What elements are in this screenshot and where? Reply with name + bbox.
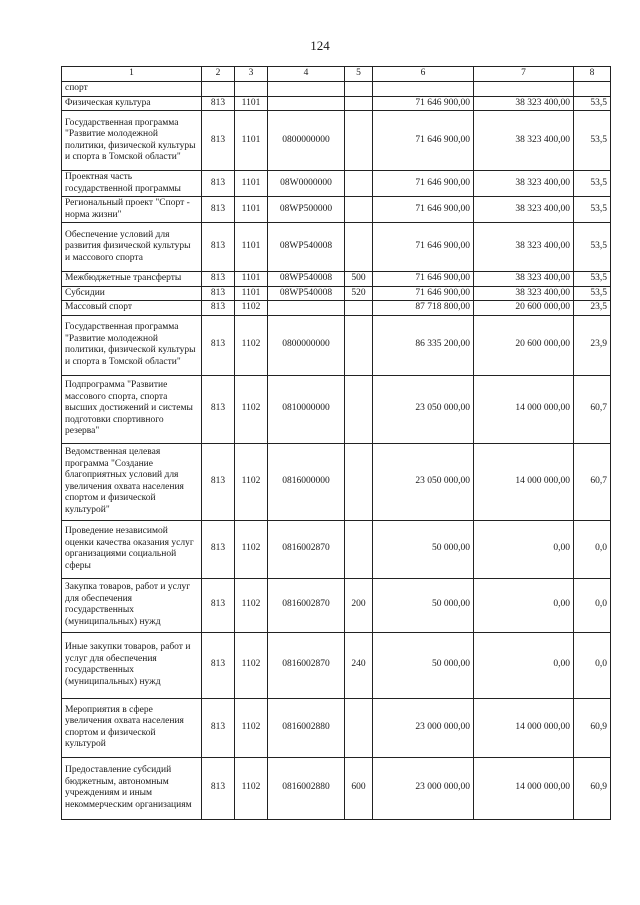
row-section: 1101 (235, 96, 268, 111)
row-name: Подпрограмма "Развитие массового спорта, спорта высших достижений и системы подготовки спортивного резерва" (62, 375, 202, 443)
row-target-code: 0800000000 (268, 111, 345, 171)
table-row (62, 520, 611, 578)
row-actual-amount: 0,00 (474, 520, 574, 578)
row-plan-amount: 23 050 000,00 (373, 443, 474, 520)
row-plan-amount: 23 000 000,00 (373, 757, 474, 819)
row-actual-amount: 14 000 000,00 (474, 698, 574, 757)
row-expense-type: 520 (345, 286, 373, 301)
row-expense-type (345, 375, 373, 443)
row-target-code: 0816002870 (268, 578, 345, 632)
row-target-code (268, 96, 345, 111)
row-percent: 53,5 (574, 223, 611, 272)
header-cell: 2 (202, 67, 235, 82)
table-row (62, 375, 611, 443)
row-section: 1102 (235, 578, 268, 632)
row-target-code: 08WP500000 (268, 197, 345, 223)
row-name: Региональный проект "Спорт - норма жизни" (62, 197, 202, 223)
table-row (62, 272, 611, 287)
row-percent: 53,5 (574, 272, 611, 287)
row-name: Проведение независимой оценки качества оказания услуг организациями социальной сферы (62, 520, 202, 578)
row-grbs: 813 (202, 111, 235, 171)
row-plan-amount (373, 82, 474, 97)
row-section: 1102 (235, 757, 268, 819)
row-percent: 23,5 (574, 301, 611, 316)
row-grbs: 813 (202, 171, 235, 197)
row-actual-amount: 38 323 400,00 (474, 272, 574, 287)
row-percent: 0,0 (574, 520, 611, 578)
row-target-code: 0816002870 (268, 632, 345, 698)
row-name: Иные закупки товаров, работ и услуг для обеспечения государственных (муниципальных) нужд (62, 632, 202, 698)
row-name: спорт (62, 82, 202, 97)
row-name: Мероприятия в сфере увеличения охвата населения спортом и физической культурой (62, 698, 202, 757)
row-target-code: 08WP540008 (268, 272, 345, 287)
row-expense-type (345, 698, 373, 757)
budget-table (61, 66, 611, 820)
row-plan-amount: 50 000,00 (373, 578, 474, 632)
row-plan-amount: 71 646 900,00 (373, 111, 474, 171)
row-expense-type (345, 171, 373, 197)
row-actual-amount: 0,00 (474, 578, 574, 632)
row-target-code: 0800000000 (268, 315, 345, 375)
row-percent: 53,5 (574, 96, 611, 111)
table-row (62, 578, 611, 632)
header-row (62, 67, 611, 82)
row-section: 1101 (235, 171, 268, 197)
row-plan-amount: 71 646 900,00 (373, 272, 474, 287)
row-grbs: 813 (202, 301, 235, 316)
row-expense-type: 200 (345, 578, 373, 632)
row-name: Межбюджетные трансферты (62, 272, 202, 287)
table-row (62, 286, 611, 301)
row-expense-type: 240 (345, 632, 373, 698)
row-target-code: 08WP540008 (268, 286, 345, 301)
row-expense-type: 500 (345, 272, 373, 287)
row-target-code (268, 301, 345, 316)
row-name: Предоставление субсидий бюджетным, автономным учреждениям и иным некоммерческим организациям (62, 757, 202, 819)
table-row (62, 315, 611, 375)
header-cell: 3 (235, 67, 268, 82)
row-name: Государственная программа "Развитие молодежной политики, физической культуры и спорта в Томской области" (62, 315, 202, 375)
row-expense-type (345, 82, 373, 97)
row-expense-type (345, 223, 373, 272)
row-plan-amount: 71 646 900,00 (373, 223, 474, 272)
row-expense-type (345, 197, 373, 223)
row-percent: 53,5 (574, 171, 611, 197)
row-section: 1102 (235, 443, 268, 520)
header-cell: 6 (373, 67, 474, 82)
row-plan-amount: 71 646 900,00 (373, 96, 474, 111)
row-plan-amount: 71 646 900,00 (373, 286, 474, 301)
row-actual-amount: 38 323 400,00 (474, 223, 574, 272)
row-actual-amount: 14 000 000,00 (474, 443, 574, 520)
row-expense-type (345, 315, 373, 375)
row-section: 1101 (235, 197, 268, 223)
table-row (62, 757, 611, 819)
row-grbs: 813 (202, 223, 235, 272)
row-name: Обеспечение условий для развития физической культуры и массового спорта (62, 223, 202, 272)
row-grbs: 813 (202, 520, 235, 578)
row-percent: 0,0 (574, 578, 611, 632)
row-name: Субсидии (62, 286, 202, 301)
row-actual-amount: 0,00 (474, 632, 574, 698)
row-section (235, 82, 268, 97)
row-expense-type: 600 (345, 757, 373, 819)
row-percent: 53,5 (574, 111, 611, 171)
row-percent: 60,9 (574, 757, 611, 819)
row-name: Ведомственная целевая программа "Создание благоприятных условий для увеличения охвата населения спортом и физической культурой" (62, 443, 202, 520)
row-actual-amount: 14 000 000,00 (474, 757, 574, 819)
row-percent: 53,5 (574, 286, 611, 301)
row-grbs: 813 (202, 96, 235, 111)
table-row (62, 223, 611, 272)
table-row (62, 171, 611, 197)
header-cell: 4 (268, 67, 345, 82)
row-grbs: 813 (202, 757, 235, 819)
table-row (62, 197, 611, 223)
row-percent: 60,7 (574, 443, 611, 520)
row-name: Государственная программа "Развитие молодежной политики, физической культуры и спорта в Томской области" (62, 111, 202, 171)
row-percent: 53,5 (574, 197, 611, 223)
row-actual-amount: 38 323 400,00 (474, 197, 574, 223)
table-row (62, 443, 611, 520)
row-plan-amount: 23 050 000,00 (373, 375, 474, 443)
row-grbs: 813 (202, 375, 235, 443)
row-target-code: 0810000000 (268, 375, 345, 443)
header-cell: 5 (345, 67, 373, 82)
row-grbs: 813 (202, 578, 235, 632)
row-name: Проектная часть государственной программы (62, 171, 202, 197)
row-actual-amount: 38 323 400,00 (474, 111, 574, 171)
row-actual-amount: 20 600 000,00 (474, 315, 574, 375)
row-actual-amount: 14 000 000,00 (474, 375, 574, 443)
row-section: 1102 (235, 698, 268, 757)
row-section: 1102 (235, 632, 268, 698)
row-section: 1102 (235, 520, 268, 578)
row-section: 1101 (235, 111, 268, 171)
row-plan-amount: 71 646 900,00 (373, 197, 474, 223)
row-section: 1102 (235, 375, 268, 443)
row-expense-type (345, 443, 373, 520)
row-target-code: 0816002870 (268, 520, 345, 578)
row-target-code: 0816002880 (268, 757, 345, 819)
table-row (62, 111, 611, 171)
row-name: Физическая культура (62, 96, 202, 111)
row-percent (574, 82, 611, 97)
table-row (62, 96, 611, 111)
page-number: 124 (310, 38, 330, 53)
row-actual-amount (474, 82, 574, 97)
row-plan-amount: 87 718 800,00 (373, 301, 474, 316)
row-expense-type (345, 301, 373, 316)
row-expense-type (345, 520, 373, 578)
row-grbs: 813 (202, 197, 235, 223)
row-grbs: 813 (202, 315, 235, 375)
row-actual-amount: 38 323 400,00 (474, 286, 574, 301)
row-grbs: 813 (202, 698, 235, 757)
row-percent: 0,0 (574, 632, 611, 698)
table-row (62, 301, 611, 316)
row-grbs: 813 (202, 272, 235, 287)
header-cell: 1 (62, 67, 202, 82)
table-row (62, 82, 611, 97)
row-actual-amount: 38 323 400,00 (474, 171, 574, 197)
row-target-code: 0816002880 (268, 698, 345, 757)
row-percent: 60,7 (574, 375, 611, 443)
row-target-code: 08W0000000 (268, 171, 345, 197)
row-plan-amount: 23 000 000,00 (373, 698, 474, 757)
row-name: Закупка товаров, работ и услуг для обеспечения государственных (муниципальных) нужд (62, 578, 202, 632)
row-plan-amount: 86 335 200,00 (373, 315, 474, 375)
row-target-code: 0816000000 (268, 443, 345, 520)
row-target-code (268, 82, 345, 97)
row-target-code: 08WP540008 (268, 223, 345, 272)
row-expense-type (345, 96, 373, 111)
row-percent: 60,9 (574, 698, 611, 757)
row-section: 1101 (235, 223, 268, 272)
header-cell: 8 (574, 67, 611, 82)
row-name: Массовый спорт (62, 301, 202, 316)
row-plan-amount: 50 000,00 (373, 632, 474, 698)
row-section: 1102 (235, 315, 268, 375)
row-actual-amount: 20 600 000,00 (474, 301, 574, 316)
table-row (62, 632, 611, 698)
row-actual-amount: 38 323 400,00 (474, 96, 574, 111)
row-percent: 23,9 (574, 315, 611, 375)
row-grbs: 813 (202, 286, 235, 301)
row-section: 1101 (235, 272, 268, 287)
row-plan-amount: 50 000,00 (373, 520, 474, 578)
header-cell: 7 (474, 67, 574, 82)
row-plan-amount: 71 646 900,00 (373, 171, 474, 197)
row-grbs (202, 82, 235, 97)
table-row (62, 698, 611, 757)
row-grbs: 813 (202, 632, 235, 698)
row-grbs: 813 (202, 443, 235, 520)
row-section: 1102 (235, 301, 268, 316)
row-section: 1101 (235, 286, 268, 301)
row-expense-type (345, 111, 373, 171)
